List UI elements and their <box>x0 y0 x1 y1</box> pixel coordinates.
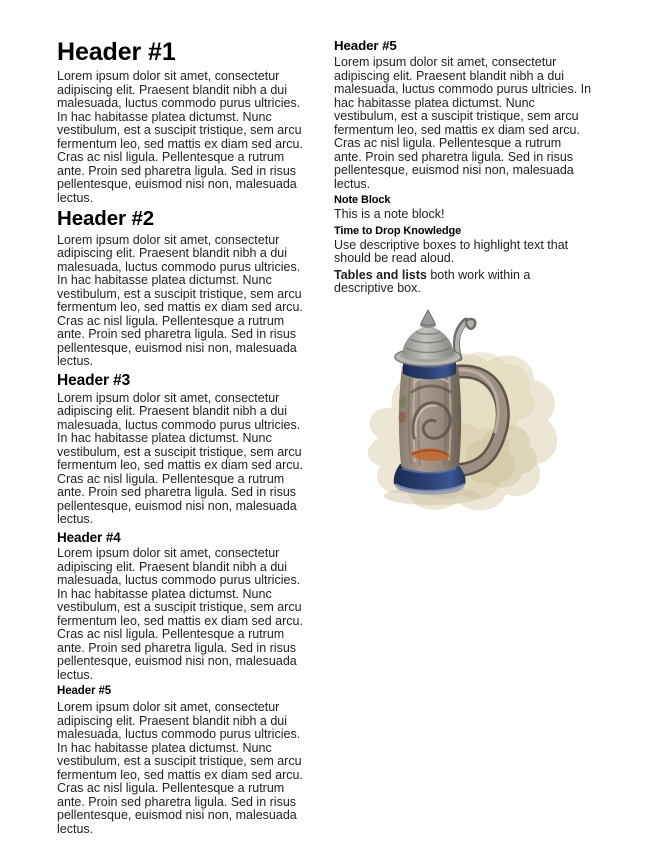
stein-body <box>399 366 461 472</box>
note-block-body: This is a note block! <box>334 207 445 222</box>
lid-finial <box>420 310 436 328</box>
section-heading-5-right: Header #5 <box>334 38 397 53</box>
note-block-title: Note Block <box>334 194 391 207</box>
note-block-section <box>334 194 592 222</box>
right-column <box>334 38 592 520</box>
section-header-4 <box>57 530 310 683</box>
section-heading-3: Header #3 <box>57 371 131 389</box>
section-heading-1: Header #1 <box>57 38 176 66</box>
left-column <box>57 38 310 839</box>
section-header-2 <box>57 208 310 369</box>
section-paragraph: Lorem ipsum dolor sit amet, consectetur adipiscing elit. Praesent blandit nibh a dui malesuada, luctus commodo purus ultricies. In hac habitasse platea dictumst. Nunc vestibulum, est a suscipit tristique, sem arcu fermentum leo, sed mattis ex diam sed arcu. Cras ac nisl ligula. Pellentesque a rutrum ante. Proin sed pharetra ligula. Sed in risus pellentesque, euismod nisi non, malesuada lectus. <box>334 55 592 191</box>
section-heading-2: Header #2 <box>57 207 155 230</box>
tables-lists-bold-lead: Tables and lists <box>334 267 427 282</box>
section-heading-5: Header #5 <box>57 685 112 698</box>
tables-lists-rest: both work within a descriptive box. <box>334 267 531 296</box>
section-paragraph: Lorem ipsum dolor sit amet, consectetur adipiscing elit. Praesent blandit nibh a dui malesuada, luctus commodo purus ultricies. In hac habitasse platea dictumst. Nunc vestibulum, est a suscipit tristique, sem arcu fermentum leo, sed mattis ex diam sed arcu. Cras ac nisl ligula. Pellentesque a rutrum ante. Proin sed pharetra ligula. Sed in risus pellentesque, euismod nisi non, malesuada lectus. <box>57 546 303 682</box>
section-paragraph: Lorem ipsum dolor sit amet, consectetur adipiscing elit. Praesent blandit nibh a dui malesuada, luctus commodo purus ultricies. In hac habitasse platea dictumst. Nunc vestibulum, est a suscipit tristique, sem arcu fermentum leo, sed mattis ex diam sed arcu. Cras ac nisl ligula. Pellentesque a rutrum ante. Proin sed pharetra ligula. Sed in risus pellentesque, euismod nisi non, malesuada lectus. <box>57 700 303 836</box>
section-header-3 <box>57 372 310 527</box>
beer-stein-illustration <box>348 308 640 520</box>
drop-knowledge-title: Time to Drop Knowledge <box>334 224 462 237</box>
stein-lid <box>395 310 461 366</box>
tables-lists-paragraph <box>334 269 592 296</box>
section-header-5-right <box>334 38 592 191</box>
lid-thumb-lever <box>456 319 475 358</box>
drop-knowledge-body: Use descriptive boxes to highlight text that should be read aloud. <box>334 237 569 266</box>
section-paragraph: Lorem ipsum dolor sit amet, consectetur adipiscing elit. Praesent blandit nibh a dui malesuada, luctus commodo purus ultricies. In hac habitasse platea dictumst. Nunc vestibulum, est a suscipit tristique, sem arcu fermentum leo, sed mattis ex diam sed arcu. Cras ac nisl ligula. Pellentesque a rutrum ante. Proin sed pharetra ligula. Sed in risus pellentesque, euismod nisi non, malesuada lectus. <box>57 390 303 527</box>
drop-knowledge-section <box>334 225 592 296</box>
section-header-1 <box>57 38 310 205</box>
section-paragraph: Lorem ipsum dolor sit amet, consectetur adipiscing elit. Praesent blandit nibh a dui malesuada, luctus commodo purus ultricies. In hac habitasse platea dictumst. Nunc vestibulum, est a suscipit tristique, sem arcu fermentum leo, sed mattis ex diam sed arcu. Cras ac nisl ligula. Pellentesque a rutrum ante. Proin sed pharetra ligula. Sed in risus pellentesque, euismod nisi non, malesuada lectus. <box>57 232 303 369</box>
section-paragraph: Lorem ipsum dolor sit amet, consectetur adipiscing elit. Praesent blandit nibh a dui malesuada, luctus commodo purus ultricies. In hac habitasse platea dictumst. Nunc vestibulum, est a suscipit tristique, sem arcu fermentum leo, sed mattis ex diam sed arcu. Cras ac nisl ligula. Pellentesque a rutrum ante. Proin sed pharetra ligula. Sed in risus pellentesque, euismod nisi non, malesuada lectus. <box>57 69 303 205</box>
beer-stein-svg <box>348 308 640 520</box>
section-heading-4: Header #4 <box>57 529 121 545</box>
section-header-5-left <box>57 685 310 836</box>
